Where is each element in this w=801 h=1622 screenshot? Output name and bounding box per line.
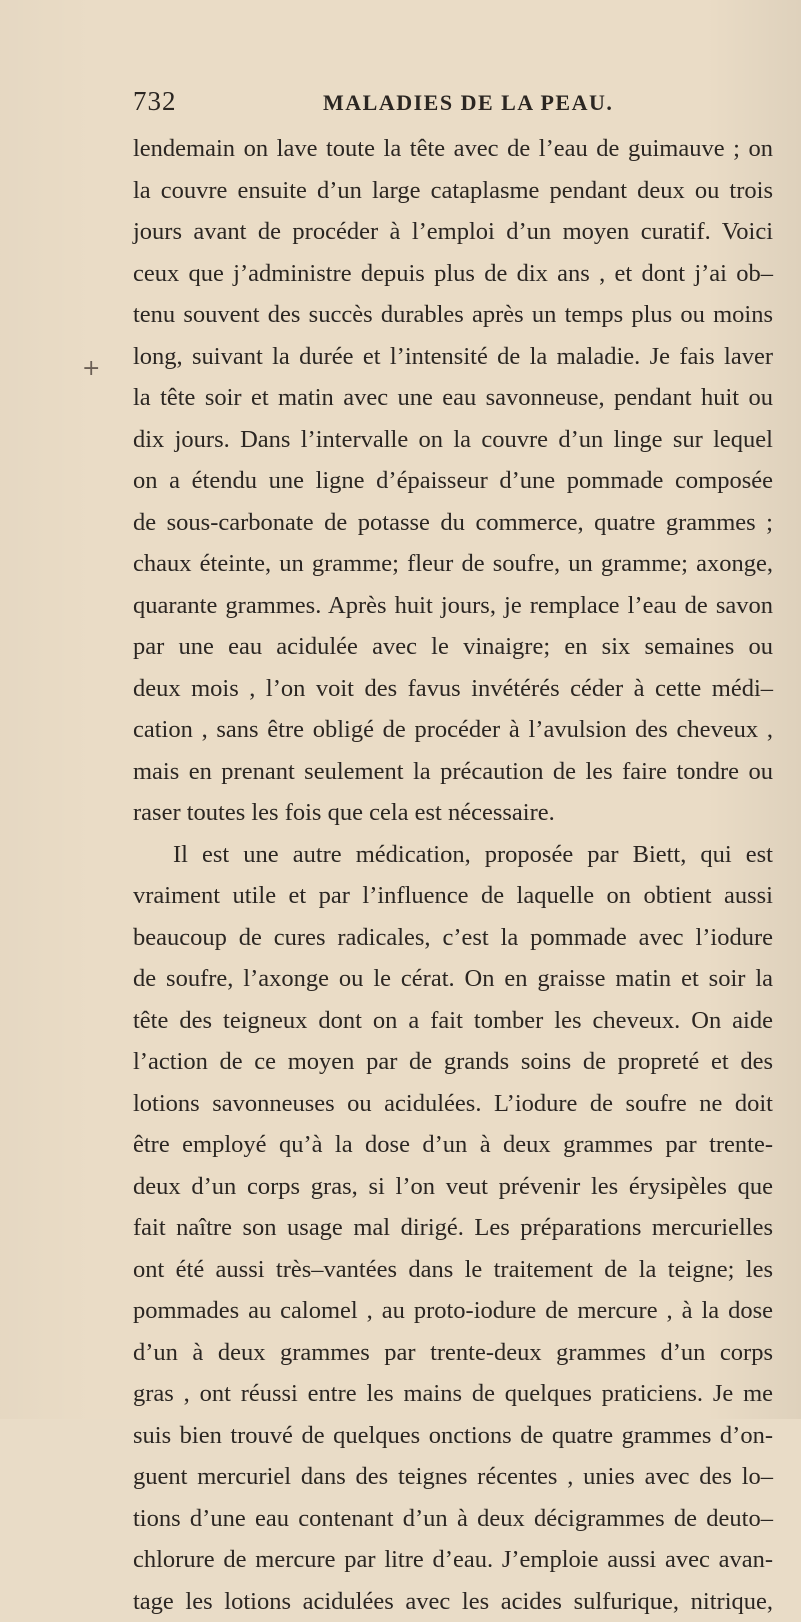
text-line: ont été aussi très–vantées dans le traitement de la teigne; les — [133, 1249, 773, 1291]
text-line: d’un à deux grammes par trente-deux grammes d’un corps — [133, 1332, 773, 1374]
text-line: beaucoup de cures radicales, c’est la pommade avec l’iodure — [133, 917, 773, 959]
body-text — [133, 128, 773, 1622]
text-line: de soufre, l’axonge ou le cérat. On en graisse matin et soir la — [133, 958, 773, 1000]
running-head — [133, 86, 773, 118]
text-line: deux d’un corps gras, si l’on veut prévenir les érysipèles que — [133, 1166, 773, 1208]
text-line: être employé qu’à la dose d’un à deux grammes par trente- — [133, 1124, 773, 1166]
text-line: de sous-carbonate de potasse du commerce, quatre grammes ; — [133, 502, 773, 544]
text-line: tage les lotions acidulées avec les acides sulfurique, nitrique, — [133, 1581, 773, 1622]
text-line: tions d’une eau contenant d’un à deux décigrammes de deuto– — [133, 1498, 773, 1540]
text-line: la tête soir et matin avec une eau savonneuse, pendant huit ou — [133, 377, 773, 419]
page-number: 732 — [133, 86, 177, 117]
text-line: fait naître son usage mal dirigé. Les préparations mercurielles — [133, 1207, 773, 1249]
text-line: tête des teigneux dont on a fait tomber les cheveux. On aide — [133, 1000, 773, 1042]
text-line: chlorure de mercure par litre d’eau. J’emploie aussi avec avan- — [133, 1539, 773, 1581]
margin-mark: + — [82, 356, 100, 381]
text-line: quarante grammes. Après huit jours, je remplace l’eau de savon — [133, 585, 773, 627]
text-line: raser toutes les fois que cela est nécessaire. — [133, 792, 773, 834]
text-line: long, suivant la durée et l’intensité de la maladie. Je fais laver — [133, 336, 773, 378]
text-line: Il est une autre médication, proposée par Biett, qui est — [133, 834, 773, 876]
text-line: on a étendu une ligne d’épaisseur d’une pommade composée — [133, 460, 773, 502]
text-line: par une eau acidulée avec le vinaigre; en six semaines ou — [133, 626, 773, 668]
text-line: chaux éteinte, un gramme; fleur de soufre, un gramme; axonge, — [133, 543, 773, 585]
text-line: la couvre ensuite d’un large cataplasme pendant deux ou trois — [133, 170, 773, 212]
text-line: vraiment utile et par l’influence de laquelle on obtient aussi — [133, 875, 773, 917]
text-line: lendemain on lave toute la tête avec de l’eau de guimauve ; on — [133, 128, 773, 170]
text-line: suis bien trouvé de quelques onctions de quatre grammes d’on- — [133, 1415, 773, 1457]
text-line: lotions savonneuses ou acidulées. L’iodure de soufre ne doit — [133, 1083, 773, 1125]
text-line: mais en prenant seulement la précaution de les faire tondre ou — [133, 751, 773, 793]
text-line: cation , sans être obligé de procéder à l’avulsion des cheveux , — [133, 709, 773, 751]
running-title: MALADIES DE LA PEAU. — [323, 90, 613, 116]
text-line: tenu souvent des succès durables après un temps plus ou moins — [133, 294, 773, 336]
text-line: jours avant de procéder à l’emploi d’un moyen curatif. Voici — [133, 211, 773, 253]
text-line: dix jours. Dans l’intervalle on la couvre d’un linge sur lequel — [133, 419, 773, 461]
text-line: guent mercuriel dans des teignes récentes , unies avec des lo– — [133, 1456, 773, 1498]
text-line: pommades au calomel , au proto-iodure de mercure , à la dose — [133, 1290, 773, 1332]
text-line: gras , ont réussi entre les mains de quelques praticiens. Je me — [133, 1373, 773, 1415]
text-line: deux mois , l’on voit des favus invétérés céder à cette médi– — [133, 668, 773, 710]
text-line: l’action de ce moyen par de grands soins de propreté et des — [133, 1041, 773, 1083]
text-line: ceux que j’administre depuis plus de dix ans , et dont j’ai ob– — [133, 253, 773, 295]
